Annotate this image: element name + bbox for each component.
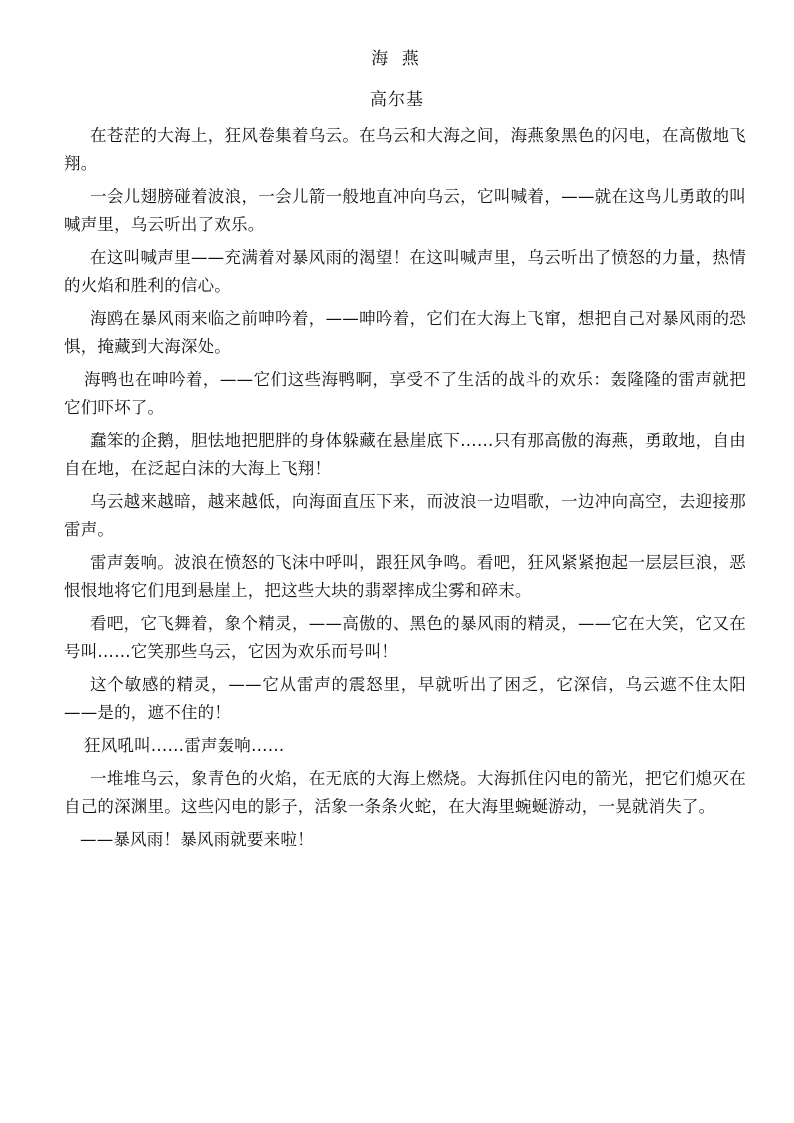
- document-title: 海 燕: [371, 49, 423, 69]
- paragraph: 蠢笨的企鹅，胆怯地把肥胖的身体躲藏在悬崖底下……只有那高傲的海燕，勇敢地，自由自在地，在泛起白沫的大海上飞翔！: [64, 431, 746, 478]
- paragraph: 一会儿翅膀碰着波浪，一会儿箭一般地直冲向乌云，它叫喊着，——就在这鸟儿勇敢的叫喊声里，乌云听出了欢乐。: [64, 187, 746, 234]
- paragraph: 看吧，它飞舞着，象个精灵，——高傲的、黑色的暴风雨的精灵，——它在大笑，它又在号叫……它笑那些乌云，它因为欢乐而号叫！: [64, 614, 746, 661]
- paragraph: 海鸥在暴风雨来临之前呻吟着，——呻吟着，它们在大海上飞窜，想把自己对暴风雨的恐惧，掩藏到大海深处。: [64, 309, 746, 356]
- paragraph: 海鸭也在呻吟着，——它们这些海鸭啊，享受不了生活的战斗的欢乐：轰隆隆的雷声就把它们吓坏了。: [64, 370, 746, 417]
- paragraph: 在苍茫的大海上，狂风卷集着乌云。在乌云和大海之间，海燕象黑色的闪电，在高傲地飞翔。: [64, 126, 746, 173]
- paragraph: ——暴风雨！暴风雨就要来啦！: [80, 830, 314, 849]
- document-author: 高尔基: [370, 90, 424, 110]
- paragraph: 在这叫喊声里——充满着对暴风雨的渴望！在这叫喊声里，乌云听出了愤怒的力量，热情的火焰和胜利的信心。: [64, 248, 746, 295]
- paragraph: 这个敏感的精灵，——它从雷声的震怒里，早就听出了困乏，它深信，乌云遮不住太阳——是的，遮不住的！: [64, 675, 746, 722]
- paragraph: 雷声轰响。波浪在愤怒的飞沫中呼叫，跟狂风争鸣。看吧，狂风紧紧抱起一层层巨浪，恶恨恨地将它们甩到悬崖上，把这些大块的翡翠摔成尘雾和碎末。: [64, 553, 746, 600]
- paragraph: 一堆堆乌云，象青色的火焰，在无底的大海上燃烧。大海抓住闪电的箭光，把它们熄灭在自己的深渊里。这些闪电的影子，活象一条条火蛇，在大海里蜿蜒游动，一晃就消失了。: [64, 769, 746, 816]
- paragraph: 乌云越来越暗，越来越低，向海面直压下来，而波浪一边唱歌，一边冲向高空，去迎接那雷声。: [64, 492, 746, 539]
- document-body: [64, 122, 746, 859]
- paragraph: 狂风吼叫……雷声轰响……: [84, 736, 285, 755]
